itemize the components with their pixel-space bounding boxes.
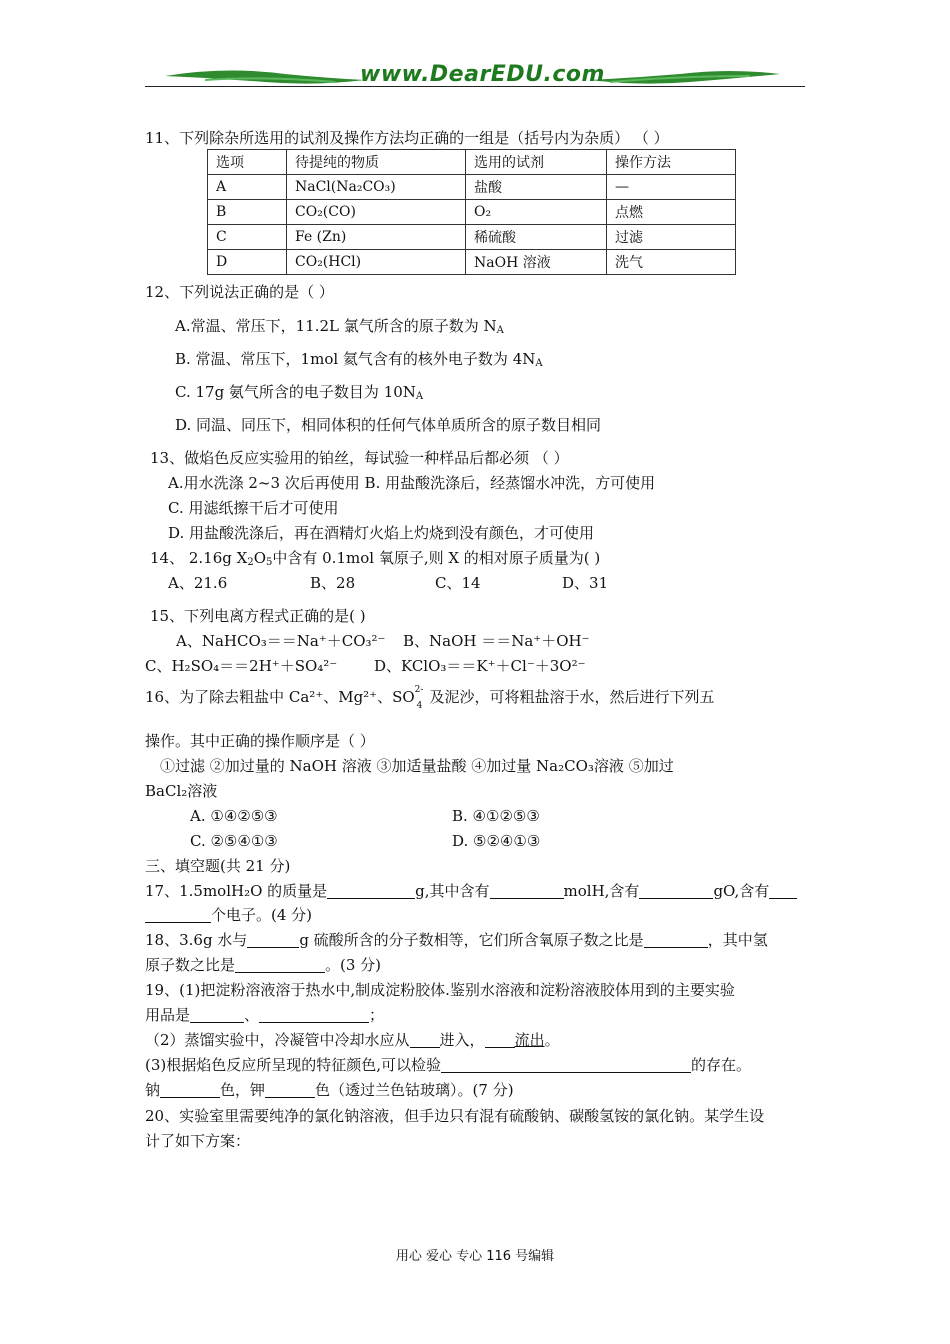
stem-text: (3)根据焰色反应所呈现的特征颜色,可以检验 [145,1056,442,1074]
q17-line2 [145,905,312,925]
q13-option-d: D. 用盐酸洗涤后，再在酒精灯火焰上灼烧到没有颜色，才可使用 [168,524,595,542]
stem-text: g 硫酸所含的分子数相等，它们所含氧原子数之比是 [299,931,644,949]
q19-line2 [145,1005,384,1025]
table-cell-substance: NaCl(Na₂CO₃) [287,175,466,200]
table-cell-method: 点燃 [607,200,736,225]
table-cell-method: 过滤 [607,225,736,250]
q12-stem: 12、下列说法正确的是（ ） [145,283,334,301]
table-header-cell: 选用的试剂 [466,150,607,175]
subscript: A [496,325,504,336]
stem-text: 14、 2.16g X [150,549,248,567]
q15-option-c: C、H₂SO₄＝＝2H⁺＋SO₄²⁻ [145,657,338,675]
stem-text: 。 [544,1031,560,1049]
q13-option-ab: A.用水洗涤 2~3 次后再使用 B. 用盐酸洗涤后，经蒸馏水冲洗，方可使用 [168,474,656,492]
table-cell-substance: Fe (Zn) [287,225,466,250]
q15-stem: 15、下列电离方程式正确的是( ) [150,607,366,625]
stem-text: 用品是 [145,1006,191,1024]
sulfate-charge [414,682,425,711]
superscript: 2- [414,685,424,695]
q14-stem [150,548,600,573]
q16-option-d: D. ⑤②④①③ [452,832,541,850]
stem-text: 的存在。 [691,1056,752,1074]
q15-option-b: B、NaOH ＝＝Na⁺＋OH⁻ [403,632,590,650]
stem-text: 、 [244,1006,260,1024]
q13-option-c: C. 用滤纸擦干后才可使用 [168,499,339,517]
table-cell-option: B [208,200,287,225]
table-cell-reagent: NaOH 溶液 [466,250,607,275]
q20-line2: 计了如下方案： [145,1132,251,1150]
q12-option-d: D. 同温、同压下，相同体积的任何气体单质所含的原子数目相同 [175,416,602,434]
stem-text: 中含有 0.1mol 氧原子,则 X 的相对原子质量为( ) [272,549,601,567]
subscript: 5 [266,557,273,568]
table-header-row [208,150,736,175]
q15-option-d: D、KClO₃＝＝K⁺＋Cl⁻＋3O²⁻ [374,657,586,675]
q18-line1 [145,930,768,950]
stem-text: 17、1.5molH₂O 的质量是 [145,882,328,900]
q12-option-c [175,382,423,407]
stem-text: molH,含有 [563,882,640,900]
page-footer: 用心 爱心 专心 116 号编辑 [395,1249,555,1264]
q12-option-b [175,349,543,374]
q20-line1: 20、实验室里需要纯净的氯化钠溶液，但手边只有混有硫酸钠、碳酸氢铵的氯化钠。某学生设 [145,1107,765,1125]
table-cell-reagent: 稀硫酸 [466,225,607,250]
table-header-cell: 选项 [208,150,287,175]
q11-stem: 11、下列除杂所选用的试剂及操作方法均正确的一组是（括号内为杂质） （ ） [145,129,669,147]
answer-blank[interactable] [160,1082,220,1098]
table-row [208,175,736,200]
answer-blank[interactable] [410,1032,440,1048]
stem-text: 。(3 分) [325,956,382,974]
site-logo: www.DearEDU.com [360,62,605,87]
stem-text: g,其中含有 [415,882,490,900]
stem-text: 原子数之比是 [145,956,236,974]
q16-option-c: C. ②⑤④①③ [190,832,278,850]
answer-blank[interactable] [259,1007,369,1023]
option-text: A.常温、常压下，11.2L 氯气所含的原子数为 N [175,317,497,335]
subscript: 4 [416,701,423,711]
q16-option-a: A. ①④②⑤③ [190,807,278,825]
q14-option-c: C、14 [435,574,481,592]
stem-text: 18、3.6g 水与 [145,931,248,949]
stem-text: 进入， [439,1031,485,1049]
stem-text: 色（透过兰色钴玻璃）。(7 分) [315,1081,514,1099]
answer-blank[interactable] [441,1057,691,1073]
table-row [208,250,736,275]
answer-blank[interactable] [190,1007,244,1023]
q14-option-d: D、31 [562,574,609,592]
table-cell-reagent: O₂ [466,200,607,225]
q19-line1: 19、(1)把淀粉溶液溶于热水中,制成淀粉胶体.鉴别水溶液和淀粉溶液胶体用到的主要实验 [145,981,735,999]
subscript: A [415,391,424,402]
table-row [208,225,736,250]
q18-line2 [145,955,381,975]
subscript: A [535,358,543,369]
answer-blank[interactable] [247,932,299,948]
stem-text: 流出 [514,1031,545,1049]
answer-blank[interactable] [327,883,415,899]
q14-option-a: A、21.6 [168,574,228,592]
table-header-cell: 待提纯的物质 [287,150,466,175]
q16-line4: BaCl₂溶液 [145,782,218,800]
stem-text: 及泥沙，可将粗盐溶于水，然后进行下列五 [424,688,715,706]
q11-table [207,149,736,275]
answer-blank[interactable] [265,1082,315,1098]
stem-text: 个电子。(4 分) [211,906,313,924]
stem-text: gO,含有 [713,882,770,900]
table-header-cell: 操作方法 [607,150,736,175]
q19-line4 [145,1055,751,1075]
q17-line1 [145,881,797,901]
table-cell-option: C [208,225,287,250]
q12-option-a [175,316,504,341]
option-text: C. 17g 氨气所含的电子数目为 10N [175,383,416,401]
stem-text: （2）蒸馏实验中，冷凝管中冷却水应从 [145,1031,410,1049]
q13-stem: 13、做焰色反应实验用的铂丝，每试验一种样品后都必须 （ ） [150,449,569,467]
answer-blank[interactable] [485,1032,515,1048]
answer-blank[interactable] [639,883,713,899]
stem-text: ，其中氢 [707,931,768,949]
table-cell-substance: CO₂(CO) [287,200,466,225]
table-cell-method: — [607,175,736,200]
q16-line1 [145,682,715,711]
option-text: B. 常温、常压下，1mol 氦气含有的核外电子数为 4N [175,350,536,368]
table-cell-reagent: 盐酸 [466,175,607,200]
stem-text: 16、为了除去粗盐中 Ca²⁺、Mg²⁺、SO [145,688,415,706]
answer-blank[interactable] [145,907,211,923]
right-swoosh-icon [590,66,780,88]
table-cell-substance: CO₂(HCl) [287,250,466,275]
table-cell-option: D [208,250,287,275]
q15-option-a: A、NaHCO₃＝＝Na⁺＋CO₃²⁻ [176,632,386,650]
q16-line2: 操作。其中正确的操作顺序是（ ） [145,732,375,750]
section-title: 三、填空题(共 21 分) [145,857,291,875]
table-cell-method: 洗气 [607,250,736,275]
answer-blank[interactable] [235,957,325,973]
table-row [208,200,736,225]
q14-option-b: B、28 [310,574,356,592]
subscript: 2 [247,557,254,568]
left-swoosh-icon [165,66,365,88]
stem-text: 钠 [145,1081,161,1099]
q19-line5 [145,1080,514,1100]
table-cell-option: A [208,175,287,200]
stem-text: ； [369,1006,385,1024]
q19-line3 [145,1030,560,1050]
answer-blank[interactable] [490,883,564,899]
q16-line3: ①过滤 ②加过量的 NaOH 溶液 ③加适量盐酸 ④加过量 Na₂CO₃溶液 ⑤加过 [160,757,674,775]
q16-option-b: B. ④①②⑤③ [452,807,540,825]
stem-text: O [253,549,266,567]
answer-blank[interactable] [769,883,797,899]
answer-blank[interactable] [644,932,708,948]
stem-text: 色，钾 [220,1081,266,1099]
